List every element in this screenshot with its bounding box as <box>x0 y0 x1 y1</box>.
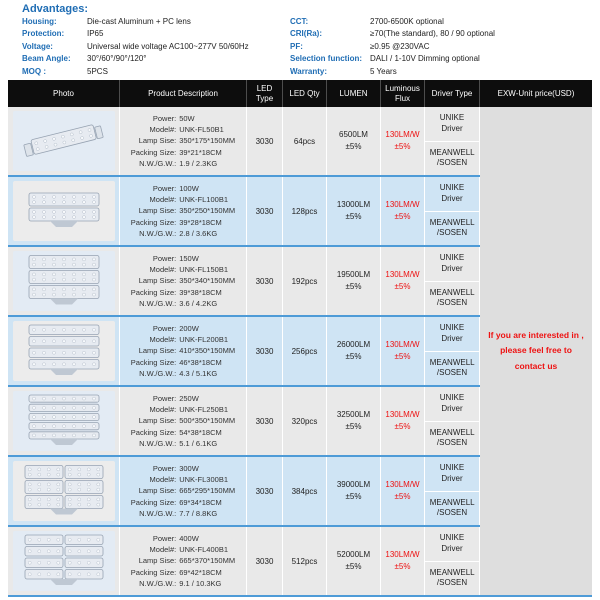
description-label: Packing Size: <box>130 357 177 367</box>
col-header-lumen: LUMEN <box>327 80 381 107</box>
luminous-flux-cell <box>381 177 425 245</box>
description-value: 2.8 / 3.6KG <box>179 228 218 238</box>
description-line <box>120 194 246 205</box>
description-value: UNK-FL100B1 <box>179 195 228 205</box>
lumen-cell <box>327 177 381 245</box>
description-value: UNK-FL150B1 <box>179 265 228 275</box>
description-label: Model#: <box>149 475 177 485</box>
advantages-title: Advantages: <box>22 3 89 15</box>
col-header-photo: Photo <box>8 80 120 107</box>
description-value: 400W <box>179 533 199 543</box>
floodlight-photo <box>13 391 115 451</box>
lumen-tolerance: ±5% <box>345 142 362 151</box>
photo-cell <box>8 387 120 455</box>
led-qty-cell <box>283 317 327 385</box>
product-description-cell <box>120 387 247 455</box>
flux-tolerance: ±5% <box>394 212 411 221</box>
flux-value: 130LM/W <box>385 410 420 419</box>
led-type-value: 3030 <box>255 556 274 566</box>
photo-cell <box>8 317 120 385</box>
lumen-value: 52000LM <box>336 550 371 559</box>
product-row <box>8 457 480 527</box>
driver-option-meanwell-sosen: MEANWELL /SOSEN <box>429 497 475 518</box>
driver-option-meanwell-sosen: MEANWELL /SOSEN <box>429 357 475 378</box>
product-row <box>8 387 480 457</box>
description-value: 9.1 / 10.3KG <box>179 578 222 588</box>
floodlight-image <box>13 181 115 241</box>
table-body <box>8 107 592 597</box>
lumen-tolerance: ±5% <box>345 282 362 291</box>
description-label: N.W./G.W.: <box>139 298 177 308</box>
col-header-driver-type: Driver Type <box>425 80 480 107</box>
lumen-cell <box>327 527 381 595</box>
description-line <box>120 368 246 379</box>
led-qty-value: 192pcs <box>291 276 318 286</box>
spec-value: Die-cast Aluminum + PC lens <box>87 17 191 26</box>
spec-label: Voltage: <box>22 41 53 51</box>
description-label: N.W./G.W.: <box>139 438 177 448</box>
description-line <box>120 485 246 496</box>
led-type-value: 3030 <box>255 486 274 496</box>
description-label: Lamp Sise: <box>138 486 177 496</box>
led-qty-cell <box>283 247 327 315</box>
product-rows <box>8 107 480 597</box>
product-description-cell <box>120 107 247 175</box>
description-line <box>120 508 246 519</box>
flux-value: 130LM/W <box>385 130 420 139</box>
description-line <box>120 427 246 438</box>
spec-label: Beam Angle: <box>22 54 71 64</box>
description-line <box>120 533 246 544</box>
photo-cell <box>8 527 120 595</box>
floodlight-image <box>13 111 115 171</box>
led-qty-cell <box>283 107 327 175</box>
lumen-cell <box>327 457 381 525</box>
driver-option-meanwell-sosen: MEANWELL /SOSEN <box>429 147 475 168</box>
led-type-cell <box>247 317 283 385</box>
description-value: 410*350*150MM <box>179 346 236 356</box>
description-label: Power: <box>152 253 177 263</box>
lumen-value: 32500LM <box>336 410 371 419</box>
description-line <box>120 135 246 146</box>
led-type-cell <box>247 527 283 595</box>
luminous-flux-cell <box>381 107 425 175</box>
description-value: 200W <box>179 323 199 333</box>
description-value: 39*21*18CM <box>179 147 222 157</box>
driver-type-cell <box>425 457 480 525</box>
description-label: Packing Size: <box>130 287 177 297</box>
product-description-cell <box>120 317 247 385</box>
floodlight-image <box>13 251 115 311</box>
description-value: 665*295*150MM <box>179 486 236 496</box>
led-type-cell <box>247 457 283 525</box>
luminous-flux-cell <box>381 527 425 595</box>
col-header-luminous-flux: Luminous Flux <box>381 80 425 107</box>
description-label: Lamp Sise: <box>138 136 177 146</box>
led-type-cell <box>247 247 283 315</box>
col-header-led-qty: LED Qty <box>283 80 327 107</box>
col-header-exw-price: EXW-Unit price(USD) <box>497 88 575 98</box>
description-label: Packing Size: <box>130 497 177 507</box>
description-label: Lamp Sise: <box>138 346 177 356</box>
floodlight-photo <box>13 251 115 311</box>
spec-label: CRI(Ra): <box>290 29 322 39</box>
driver-type-cell <box>425 387 480 455</box>
product-table <box>8 80 592 597</box>
spec-line <box>290 16 495 28</box>
product-row <box>8 107 480 177</box>
description-label: Model#: <box>149 405 177 415</box>
lumen-tolerance: ±5% <box>345 352 362 361</box>
floodlight-photo <box>13 111 115 171</box>
description-lines <box>120 393 246 449</box>
led-type-value: 3030 <box>255 416 274 426</box>
driver-option-unike: UNIKE Driver <box>425 107 479 142</box>
spec-line <box>22 53 249 65</box>
driver-option-unike: UNIKE Driver <box>425 457 479 492</box>
product-description-cell <box>120 247 247 315</box>
lumen-tolerance: ±5% <box>345 212 362 221</box>
description-value: 350*340*150MM <box>179 276 236 286</box>
led-qty-cell <box>283 387 327 455</box>
description-label: N.W./G.W.: <box>139 508 177 518</box>
driver-option-meanwell-sosen: MEANWELL /SOSEN <box>429 567 475 588</box>
led-type-value: 3030 <box>255 346 274 356</box>
spec-value: ≥0.95 @230VAC <box>370 41 430 51</box>
description-value: 3.6 / 4.2KG <box>179 298 218 308</box>
description-label: Model#: <box>149 335 177 345</box>
description-line <box>120 555 246 566</box>
driver-type-cell <box>425 247 480 315</box>
spec-label: Warranty: <box>290 66 328 76</box>
flux-value: 130LM/W <box>385 200 420 209</box>
description-line <box>120 147 246 158</box>
driver-option-unike: UNIKE Driver <box>425 527 479 562</box>
lumen-tolerance: ±5% <box>345 422 362 431</box>
description-value: UNK-FL400B1 <box>179 545 228 555</box>
advantages-section <box>0 0 600 78</box>
spec-label: CCT: <box>290 17 309 26</box>
flux-tolerance: ±5% <box>394 352 411 361</box>
description-value: 4.3 / 5.1KG <box>179 368 218 378</box>
description-value: 5.1 / 6.1KG <box>179 438 218 448</box>
led-type-value: 3030 <box>255 136 274 146</box>
spec-line <box>22 28 249 40</box>
description-line <box>120 264 246 275</box>
description-label: Packing Size: <box>130 427 177 437</box>
description-line <box>120 357 246 368</box>
advantages-left-column <box>22 16 249 78</box>
floodlight-photo <box>13 531 115 591</box>
led-type-cell <box>247 387 283 455</box>
led-qty-value: 384pcs <box>291 486 318 496</box>
advantages-right-column <box>290 16 495 78</box>
spec-line <box>22 41 249 53</box>
description-line <box>120 544 246 555</box>
description-line <box>120 393 246 404</box>
description-label: N.W./G.W.: <box>139 228 177 238</box>
description-value: 150W <box>179 253 199 263</box>
description-value: UNK-FL300B1 <box>179 475 228 485</box>
lumen-cell <box>327 317 381 385</box>
description-line <box>120 158 246 169</box>
spec-value: 30°/60°/90°/120° <box>87 54 147 64</box>
description-value: 500*350*150MM <box>179 416 236 426</box>
description-lines <box>120 183 246 239</box>
description-value: 50W <box>179 113 195 123</box>
description-line <box>120 205 246 216</box>
driver-option-unike: UNIKE Driver <box>425 387 479 422</box>
description-value: 350*250*150MM <box>179 206 236 216</box>
flux-tolerance: ±5% <box>394 492 411 501</box>
description-label: N.W./G.W.: <box>139 578 177 588</box>
spec-value: 2700-6500K optional <box>370 17 444 26</box>
flux-value: 130LM/W <box>385 340 420 349</box>
spec-label: MOQ : <box>22 66 46 76</box>
product-description-cell <box>120 457 247 525</box>
description-line <box>120 217 246 228</box>
description-value: 54*38*18CM <box>179 427 222 437</box>
description-value: UNK-FL200B1 <box>179 335 228 345</box>
description-line <box>120 474 246 485</box>
floodlight-image <box>13 461 115 521</box>
flux-tolerance: ±5% <box>394 142 411 151</box>
luminous-flux-cell <box>381 247 425 315</box>
description-line <box>120 497 246 508</box>
description-value: UNK-FL50B1 <box>179 125 224 135</box>
description-label: Model#: <box>149 545 177 555</box>
description-line <box>120 463 246 474</box>
description-label: Lamp Sise: <box>138 416 177 426</box>
spec-value: ≥70(The standard), 80 / 90 optional <box>370 29 495 39</box>
led-qty-value: 320pcs <box>291 416 318 426</box>
product-description-cell <box>120 177 247 245</box>
product-row <box>8 527 480 597</box>
description-label: Power: <box>152 463 177 473</box>
driver-option-meanwell-sosen: MEANWELL /SOSEN <box>429 427 475 448</box>
col-header-led-type: LED Type <box>247 80 283 107</box>
floodlight-photo <box>13 321 115 381</box>
spec-value: Universal wide voltage AC100~277V 50/60Hz <box>87 41 249 51</box>
flux-value: 130LM/W <box>385 270 420 279</box>
description-label: Packing Size: <box>130 567 177 577</box>
photo-cell <box>8 107 120 175</box>
spec-line <box>22 16 249 28</box>
driver-type-cell <box>425 527 480 595</box>
description-value: 7.7 / 8.8KG <box>179 508 218 518</box>
description-line <box>120 323 246 334</box>
floodlight-photo <box>13 181 115 241</box>
description-label: Lamp Sise: <box>138 206 177 216</box>
led-qty-cell <box>283 457 327 525</box>
description-lines <box>120 253 246 309</box>
lumen-value: 19500LM <box>336 270 371 279</box>
driver-option-meanwell-sosen: MEANWELL /SOSEN <box>429 217 475 238</box>
lumen-value: 6500LM <box>339 130 368 139</box>
description-label: N.W./G.W.: <box>139 158 177 168</box>
description-label: Model#: <box>149 265 177 275</box>
description-label: Power: <box>152 533 177 543</box>
spec-line <box>290 41 495 53</box>
driver-option-meanwell-sosen: MEANWELL /SOSEN <box>429 287 475 308</box>
description-value: 300W <box>179 463 199 473</box>
description-lines <box>120 113 246 169</box>
spec-label: Protection: <box>22 29 65 39</box>
description-label: Power: <box>152 323 177 333</box>
description-line <box>120 415 246 426</box>
description-line <box>120 404 246 415</box>
description-line <box>120 228 246 239</box>
product-row <box>8 247 480 317</box>
description-label: Lamp Sise: <box>138 276 177 286</box>
description-lines <box>120 323 246 379</box>
description-line <box>120 438 246 449</box>
description-line <box>120 287 246 298</box>
driver-type-cell <box>425 317 480 385</box>
description-value: 100W <box>179 183 199 193</box>
driver-option-unike: UNIKE Driver <box>425 177 479 212</box>
lumen-cell <box>327 247 381 315</box>
description-line <box>120 345 246 356</box>
lumen-cell <box>327 107 381 175</box>
description-label: Model#: <box>149 195 177 205</box>
description-value: 1.9 / 2.3KG <box>179 158 218 168</box>
description-line <box>120 567 246 578</box>
flux-value: 130LM/W <box>385 550 420 559</box>
led-type-cell <box>247 177 283 245</box>
lumen-value: 26000LM <box>336 340 371 349</box>
led-qty-cell <box>283 527 327 595</box>
description-lines <box>120 463 246 519</box>
spec-value: IP65 <box>87 29 104 39</box>
floodlight-image <box>13 391 115 451</box>
spec-label: Selection function: <box>290 54 362 64</box>
spec-value: 5PCS <box>87 66 108 76</box>
description-line <box>120 578 246 589</box>
description-value: UNK-FL250B1 <box>179 405 228 415</box>
spec-value: DALI / 1-10V Dimming optional <box>370 54 480 64</box>
spec-line <box>22 66 249 78</box>
description-label: Power: <box>152 393 177 403</box>
luminous-flux-cell <box>381 317 425 385</box>
lumen-value: 39000LM <box>336 480 371 489</box>
luminous-flux-cell <box>381 387 425 455</box>
description-value: 665*370*150MM <box>179 556 236 566</box>
led-qty-value: 256pcs <box>291 346 318 356</box>
spec-label: Housing: <box>22 17 57 26</box>
description-value: 39*38*18CM <box>179 287 222 297</box>
spec-line <box>290 66 495 78</box>
description-label: Packing Size: <box>130 217 177 227</box>
floodlight-photo <box>13 461 115 521</box>
description-label: Model#: <box>149 125 177 135</box>
led-qty-value: 512pcs <box>291 556 318 566</box>
description-line <box>120 253 246 264</box>
photo-cell <box>8 247 120 315</box>
lumen-tolerance: ±5% <box>345 562 362 571</box>
description-value: 69*42*18CM <box>179 567 222 577</box>
description-line <box>120 275 246 286</box>
description-value: 350*175*150MM <box>179 136 236 146</box>
description-value: 69*34*18CM <box>179 497 222 507</box>
description-label: Lamp Sise: <box>138 556 177 566</box>
description-label: Power: <box>152 113 177 123</box>
driver-option-unike: UNIKE Driver <box>425 317 479 352</box>
spec-label: PF: <box>290 41 303 51</box>
flux-value: 130LM/W <box>385 480 420 489</box>
led-qty-value: 128pcs <box>291 206 318 216</box>
led-qty-value: 64pcs <box>293 136 316 146</box>
col-header-description: Product Description <box>120 80 247 107</box>
luminous-flux-cell <box>381 457 425 525</box>
description-line <box>120 334 246 345</box>
floodlight-image <box>13 531 115 591</box>
flux-tolerance: ±5% <box>394 282 411 291</box>
description-line <box>120 113 246 124</box>
spec-line <box>290 53 495 65</box>
driver-option-unike: UNIKE Driver <box>425 247 479 282</box>
lumen-cell <box>327 387 381 455</box>
product-description-cell <box>120 527 247 595</box>
description-label: N.W./G.W.: <box>139 368 177 378</box>
spec-value: 5 Years <box>370 66 397 76</box>
description-value: 39*28*18CM <box>179 217 222 227</box>
description-line <box>120 124 246 135</box>
description-label: Power: <box>152 183 177 193</box>
exw-price-cell <box>480 107 592 597</box>
led-type-cell <box>247 107 283 175</box>
product-row <box>8 317 480 387</box>
description-lines <box>120 533 246 589</box>
driver-type-cell <box>425 107 480 175</box>
lumen-tolerance: ±5% <box>345 492 362 501</box>
description-line <box>120 298 246 309</box>
lumen-value: 13000LM <box>336 200 371 209</box>
description-value: 46*38*18CM <box>179 357 222 367</box>
table-header-row <box>8 80 592 107</box>
flux-tolerance: ±5% <box>394 422 411 431</box>
description-value: 250W <box>179 393 199 403</box>
description-line <box>120 183 246 194</box>
led-type-value: 3030 <box>255 206 274 216</box>
photo-cell <box>8 177 120 245</box>
photo-cell <box>8 457 120 525</box>
led-type-value: 3030 <box>255 276 274 286</box>
flux-tolerance: ±5% <box>394 562 411 571</box>
floodlight-image <box>13 321 115 381</box>
product-row <box>8 177 480 247</box>
driver-type-cell <box>425 177 480 245</box>
led-qty-cell <box>283 177 327 245</box>
exw-contact-note: If you are interested in , please feel free to contact us <box>488 330 584 371</box>
spec-line <box>290 28 495 40</box>
description-label: Packing Size: <box>130 147 177 157</box>
